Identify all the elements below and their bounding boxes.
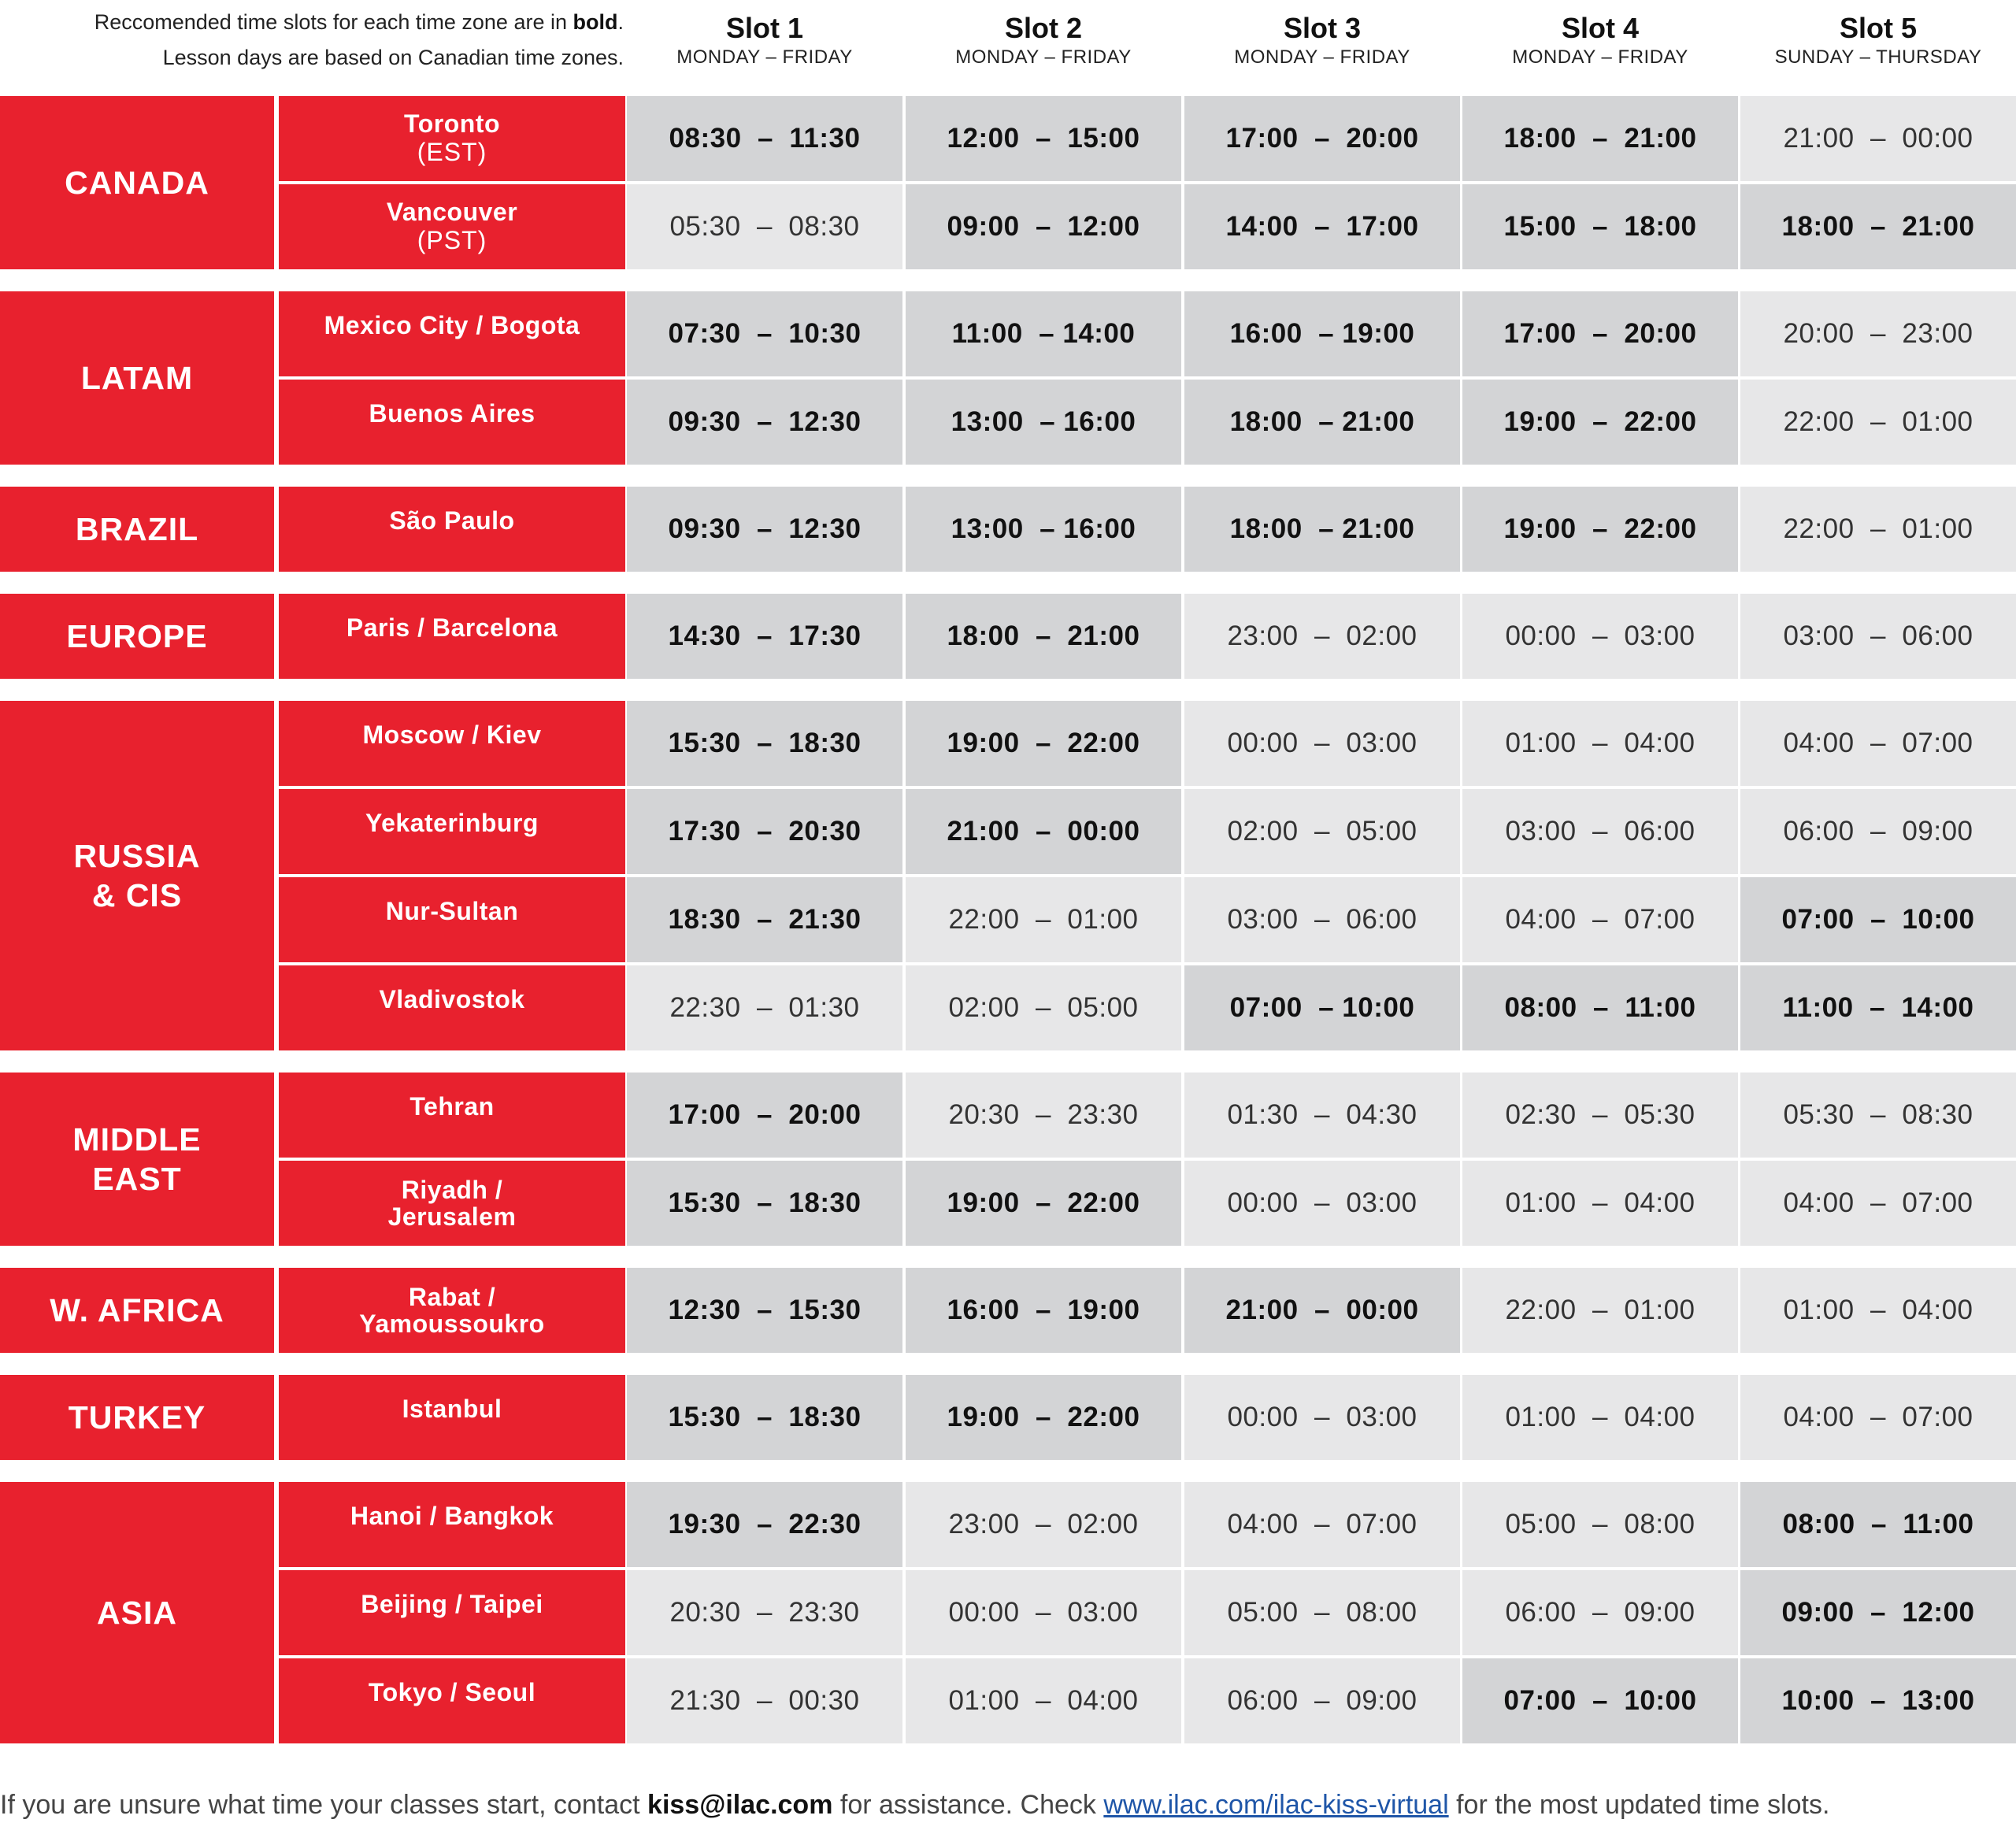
time-slot-cell: 09:30 – 12:30: [627, 487, 902, 572]
city-label: [279, 1161, 625, 1246]
time-slot-cell: 05:00 – 08:00: [1462, 1482, 1738, 1567]
time-slot-cell: 00:00 – 03:00: [906, 1570, 1181, 1655]
time-slot-cell: 13:00 – 16:00: [906, 487, 1181, 572]
time-slot-cell: 02:00 – 05:00: [1184, 789, 1460, 874]
time-slot-cell: 07:30 – 10:30: [627, 291, 902, 376]
time-slot-cell: 16:00 – 19:00: [906, 1268, 1181, 1353]
time-slot-cell: 04:00 – 07:00: [1740, 1375, 2016, 1460]
footer-text-3: for the most updated time slots.: [1448, 1790, 1830, 1820]
note-line-2: Lesson days are based on Canadian time zones.: [162, 46, 624, 69]
region-label: CANADA: [0, 96, 274, 269]
time-slot-cell: 11:00 – 14:00: [1740, 965, 2016, 1050]
time-slot-cell: 03:00 – 06:00: [1740, 594, 2016, 679]
city-name: Buenos Aires: [369, 399, 536, 428]
slot-days: MONDAY – FRIDAY: [1512, 46, 1688, 68]
region-label: RUSSIA & CIS: [0, 701, 274, 1050]
time-slot-cell: 22:00 – 01:00: [1462, 1268, 1738, 1353]
time-slot-cell: 19:30 – 22:30: [627, 1482, 902, 1567]
footer-text-2: for assistance. Check: [832, 1790, 1104, 1820]
time-slot-cell: 04:00 – 07:00: [1740, 1161, 2016, 1246]
time-slot-cell: 15:30 – 18:30: [627, 701, 902, 786]
time-slot-cell: 22:00 – 01:00: [1740, 487, 2016, 572]
time-slot-cell: 00:00 – 03:00: [1184, 1375, 1460, 1460]
time-slot-cell: 00:00 – 03:00: [1184, 701, 1460, 786]
time-slot-cell: 01:00 – 04:00: [1740, 1268, 2016, 1353]
slot-days: MONDAY – FRIDAY: [955, 46, 1132, 68]
time-slot-cell: 12:30 – 15:30: [627, 1268, 902, 1353]
time-slot-cell: 18:30 – 21:30: [627, 877, 902, 962]
region-label: MIDDLE EAST: [0, 1073, 274, 1246]
time-slot-cell: 00:00 – 03:00: [1184, 1161, 1460, 1246]
time-slot-cell: 08:30 – 11:30: [627, 96, 902, 181]
time-slot-cell: 14:00 – 17:00: [1184, 184, 1460, 269]
slot-header-3: [1184, 11, 1460, 74]
time-slot-cell: 10:00 – 13:00: [1740, 1658, 2016, 1743]
time-slot-cell: 09:30 – 12:30: [627, 380, 902, 465]
time-slot-cell: 07:00 – 10:00: [1184, 965, 1460, 1050]
time-slot-cell: 18:00 – 21:00: [1184, 380, 1460, 465]
region-label: LATAM: [0, 291, 274, 465]
time-slot-cell: 22:30 – 01:30: [627, 965, 902, 1050]
slot-title: Slot 5: [1839, 12, 1917, 44]
time-slot-cell: 06:00 – 09:00: [1462, 1570, 1738, 1655]
time-slot-cell: 21:00 – 00:00: [906, 789, 1181, 874]
region-label: TURKEY: [0, 1375, 274, 1460]
time-slot-cell: 06:00 – 09:00: [1184, 1658, 1460, 1743]
slot-days: MONDAY – FRIDAY: [1234, 46, 1410, 68]
time-slot-cell: 21:00 – 00:00: [1740, 96, 2016, 181]
time-slot-cell: 18:00 – 21:00: [1184, 487, 1460, 572]
time-slot-cell: 06:00 – 09:00: [1740, 789, 2016, 874]
time-slot-cell: 01:00 – 04:00: [906, 1658, 1181, 1743]
city-name: Yekaterinburg: [365, 809, 539, 837]
city-name: Vancouver: [386, 198, 518, 226]
city-label: [279, 380, 625, 465]
city-label: [279, 96, 625, 181]
city-label: [279, 789, 625, 874]
time-slot-cell: 20:30 – 23:30: [627, 1570, 902, 1655]
city-name: Beijing / Taipei: [361, 1590, 543, 1618]
time-slot-cell: 11:00 – 14:00: [906, 291, 1181, 376]
region-label: W. AFRICA: [0, 1268, 274, 1353]
header-note: [0, 5, 624, 76]
city-label: [279, 184, 625, 269]
time-slot-cell: 04:00 – 07:00: [1462, 877, 1738, 962]
time-slot-cell: 20:00 – 23:00: [1740, 291, 2016, 376]
footer-email[interactable]: kiss@ilac.com: [647, 1790, 833, 1820]
slot-title: Slot 2: [1004, 12, 1082, 44]
time-slot-cell: 20:30 – 23:30: [906, 1073, 1181, 1158]
city-subtitle: Yamoussoukro: [359, 1310, 545, 1338]
city-name: Nur-Sultan: [385, 897, 519, 925]
time-slot-cell: 19:00 – 22:00: [1462, 487, 1738, 572]
region-label: EUROPE: [0, 594, 274, 679]
time-slot-cell: 01:00 – 04:00: [1462, 1375, 1738, 1460]
city-label: [279, 1073, 625, 1158]
time-slot-cell: 21:30 – 00:30: [627, 1658, 902, 1743]
city-name: São Paulo: [389, 506, 515, 535]
time-slot-cell: 19:00 – 22:00: [906, 1161, 1181, 1246]
city-name: Tokyo / Seoul: [368, 1678, 536, 1706]
note-line-1-text: Reccomended time slots for each time zone are in: [94, 10, 573, 34]
city-subtitle: Jerusalem: [387, 1202, 517, 1231]
city-label: [279, 1570, 625, 1655]
region-label: BRAZIL: [0, 487, 274, 572]
time-slot-cell: 17:30 – 20:30: [627, 789, 902, 874]
city-subtitle: (EST): [417, 138, 487, 166]
city-label: [279, 291, 625, 376]
time-slot-cell: 19:00 – 22:00: [906, 701, 1181, 786]
time-slot-cell: 15:30 – 18:30: [627, 1161, 902, 1246]
city-subtitle: (PST): [417, 226, 487, 254]
slot-header-5: [1740, 11, 2016, 74]
time-slot-cell: 05:30 – 08:30: [1740, 1073, 2016, 1158]
time-slot-cell: 14:30 – 17:30: [627, 594, 902, 679]
time-slot-cell: 18:00 – 21:00: [1462, 96, 1738, 181]
time-slot-cell: 18:00 – 21:00: [1740, 184, 2016, 269]
time-slot-cell: 08:00 – 11:00: [1740, 1482, 2016, 1567]
city-label: [279, 1658, 625, 1743]
city-name: Mexico City / Bogota: [324, 311, 580, 339]
slot-header-1: [627, 11, 902, 74]
note-bold-word: bold: [573, 10, 618, 34]
time-slot-cell: 03:00 – 06:00: [1184, 877, 1460, 962]
city-name: Vladivostok: [379, 985, 525, 1013]
slot-title: Slot 4: [1561, 12, 1639, 44]
footer-link[interactable]: www.ilac.com/ilac-kiss-virtual: [1103, 1790, 1449, 1820]
city-name: Toronto: [404, 109, 500, 138]
time-slot-cell: 22:00 – 01:00: [1740, 380, 2016, 465]
note-line-1: [0, 5, 624, 40]
time-slot-cell: 22:00 – 01:00: [906, 877, 1181, 962]
time-slot-cell: 03:00 – 06:00: [1462, 789, 1738, 874]
footer-text-1: If you are unsure what time your classes start, contact: [0, 1790, 648, 1820]
slot-title: Slot 3: [1283, 12, 1361, 44]
note-line-1-period: .: [617, 10, 624, 34]
city-label: [279, 1375, 625, 1460]
time-slot-cell: 07:00 – 10:00: [1462, 1658, 1738, 1743]
city-name: Paris / Barcelona: [346, 613, 558, 642]
city-name: Istanbul: [402, 1395, 502, 1423]
time-slot-cell: 00:00 – 03:00: [1462, 594, 1738, 679]
time-slot-cell: 07:00 – 10:00: [1740, 877, 2016, 962]
footer-note: [0, 1786, 2016, 1824]
time-slot-cell: 12:00 – 15:00: [906, 96, 1181, 181]
time-slot-cell: 01:00 – 04:00: [1462, 1161, 1738, 1246]
time-slot-cell: 01:00 – 04:00: [1462, 701, 1738, 786]
time-slot-cell: 08:00 – 11:00: [1462, 965, 1738, 1050]
city-label: [279, 965, 625, 1050]
time-slot-cell: 09:00 – 12:00: [906, 184, 1181, 269]
city-name: Rabat /: [408, 1283, 496, 1311]
time-slot-cell: 04:00 – 07:00: [1740, 701, 2016, 786]
time-slot-cell: 15:00 – 18:00: [1462, 184, 1738, 269]
slot-header-2: [906, 11, 1181, 74]
city-label: [279, 701, 625, 786]
time-slot-cell: 23:00 – 02:00: [906, 1482, 1181, 1567]
time-slot-cell: 05:00 – 08:00: [1184, 1570, 1460, 1655]
time-slot-cell: 13:00 – 16:00: [906, 380, 1181, 465]
slot-days: MONDAY – FRIDAY: [676, 46, 853, 68]
time-slot-cell: 19:00 – 22:00: [906, 1375, 1181, 1460]
city-label: [279, 877, 625, 962]
time-slot-cell: 21:00 – 00:00: [1184, 1268, 1460, 1353]
time-slot-cell: 02:00 – 05:00: [906, 965, 1181, 1050]
time-slot-cell: 17:00 – 20:00: [627, 1073, 902, 1158]
city-label: [279, 487, 625, 572]
time-slot-cell: 05:30 – 08:30: [627, 184, 902, 269]
city-name: Tehran: [410, 1092, 495, 1121]
city-label: [279, 1268, 625, 1353]
time-slot-cell: 17:00 – 20:00: [1184, 96, 1460, 181]
time-slot-cell: 09:00 – 12:00: [1740, 1570, 2016, 1655]
slot-title: Slot 1: [725, 12, 803, 44]
time-slot-cell: 17:00 – 20:00: [1462, 291, 1738, 376]
time-slot-cell: 02:30 – 05:30: [1462, 1073, 1738, 1158]
time-slot-cell: 01:30 – 04:30: [1184, 1073, 1460, 1158]
region-label: ASIA: [0, 1482, 274, 1743]
slot-header-4: [1462, 11, 1738, 74]
time-slot-cell: 16:00 – 19:00: [1184, 291, 1460, 376]
city-name: Hanoi / Bangkok: [350, 1502, 554, 1530]
city-label: [279, 1482, 625, 1567]
time-slot-cell: 18:00 – 21:00: [906, 594, 1181, 679]
city-name: Riyadh /: [401, 1176, 503, 1204]
time-slot-cell: 19:00 – 22:00: [1462, 380, 1738, 465]
time-slot-cell: 04:00 – 07:00: [1184, 1482, 1460, 1567]
city-name: Moscow / Kiev: [362, 721, 542, 749]
city-label: [279, 594, 625, 679]
time-slot-cell: 23:00 – 02:00: [1184, 594, 1460, 679]
time-slot-cell: 15:30 – 18:30: [627, 1375, 902, 1460]
slot-days: SUNDAY – THURSDAY: [1774, 46, 1982, 68]
